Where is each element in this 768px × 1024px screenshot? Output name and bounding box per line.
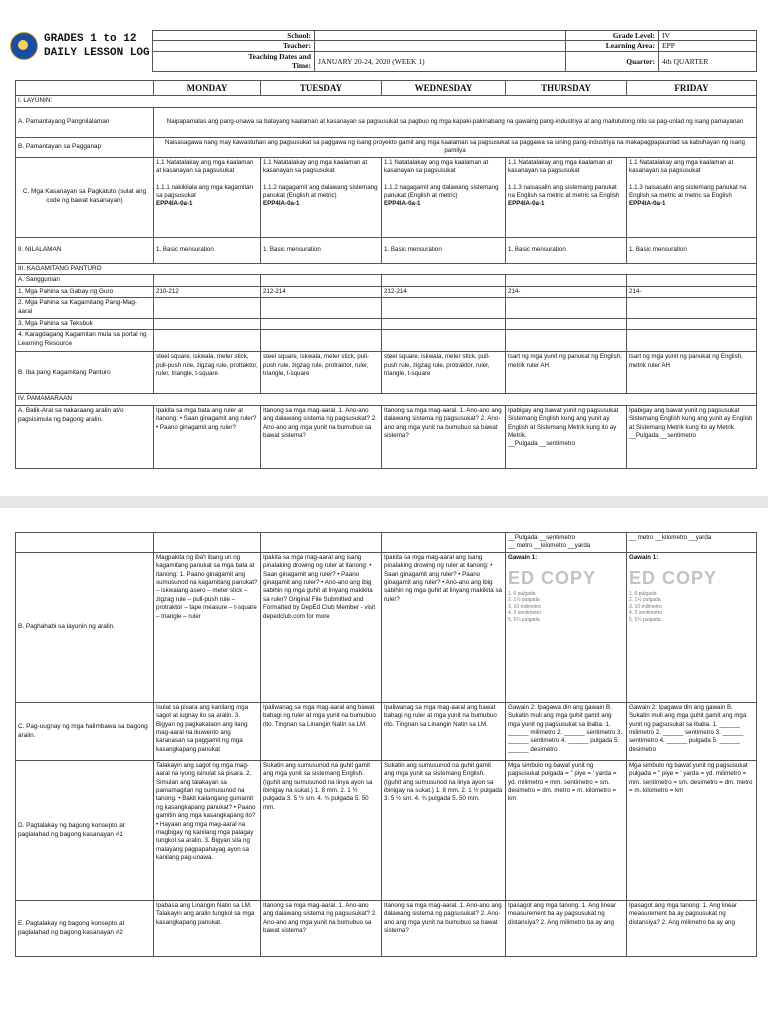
guro-wednesday: 212-214 — [382, 286, 506, 298]
kasanayan-monday: 1.1 Natatalakay ang mga kaalaman at kasanayan sa pagsusukat 1.1.1 nakikilala ang mga kagamitan sa pagsusukat EPP4IA-0a-1 — [154, 157, 261, 237]
nilalaman-tuesday: 1. Basic mensuration — [261, 237, 382, 263]
pag-uugnay-monday: Isulat sa pisara ang kanilang mga sagot at iugnay ito sa aralin. 3. Bigyan ng pagkakataon ang ilang mag-aaral na ikuwento ang karanasan sa paggamit ng mga kasangkapang panukat — [154, 703, 261, 761]
label-pamantayang-pangnilalaman: A. Pamantayang Pangnilalaman — [16, 107, 154, 137]
balik-monday: Ipakita sa mga bata ang ruler at itanong: • Saan ginagamit ang ruler? • Paano ginagamit ang ruler? — [154, 405, 261, 468]
teacher-label: Teacher: — [153, 41, 315, 51]
balik-tuesday: Itanong sa mga mag-aaral. 1. Ano-ano ang dalawang sistema ng pagsusukat? 2. Ano-ano ang mga yunit na bumubuo sa bawat sistema? — [261, 405, 382, 468]
learning-area-value: EPP — [659, 41, 757, 51]
gawain-1-thursday: Gawain 1: ED COPY 1. 6 pulgada 2. 1½ pulgada 3. 10 milimetro 4. 3 sentimetro 5. 5¼ pulgada — [506, 553, 627, 703]
kasanayan-thursday: 1.1 Natatalakay ang mga kaalaman at kasanayan sa pagsusukat 1.1.3 naisasalin ang sistemang panukat na English sa metric at metric sa English EPP4IA-0a-1 — [506, 157, 627, 237]
pagtalakay-2-thursday: Ipasagot ang mga tanong: 1. Ang linear measurement ba ay pagsusukat ng distansiya? 2. Ang milimetro ba ay ang — [506, 901, 627, 957]
guro-tuesday: 212-214 — [261, 286, 382, 298]
iba-friday: tsart ng mga yunit ng panukat ng English, metrik ruler AH — [627, 352, 757, 394]
section-pamamaraan: IV. PAMAMARAAN — [16, 394, 757, 406]
paghahabi-tuesday: Ipakita sa mga mag-aaral ang isang pinalaking drowing ng ruler at itanong: • Saan ginagamit ang ruler? • Paano ginagamit ang ruler? • Ano-ano ang ibig sabihin ng mga guhit at linyang makikita sa ruler? Original File Submitted and Formatted by DepEd Club Member - visit depedclub.com for more — [261, 553, 382, 703]
nilalaman-wednesday: 1. Basic mensuration — [382, 237, 506, 263]
label-pag-uugnay: C. Pag-uugnay ng mga halimbawa sa bagong aralin. — [16, 703, 154, 761]
deped-seal-icon — [10, 32, 38, 60]
learning-area-label: Learning Area: — [566, 41, 659, 51]
top-friday: __ metro __kilometro __yarda — [627, 533, 757, 553]
day-wednesday: WEDNESDAY — [382, 81, 506, 96]
grade-level-value: IV — [659, 31, 757, 41]
balik-friday: Ipabigay ang bawat yunit ng pagsusukat Sistemang English kung ang yunit ay English at Sistemang Metrik kung ito ay Metrik. __Pulgada __sentimetro — [627, 405, 757, 468]
gawain-items-friday: 1. 6 pulgada 2. 1½ pulgada 3. 10 milimetro 4. 3 sentimetro 5. 5¼ pulgada — [629, 590, 663, 623]
paghahabi-monday: Magpakita ng iba't ibang uri ng kagamitang panukat sa mga bata at itanong: 1. Paano ginagamit ang sumusunod na kagamitang panukat? – iskwalang asero – meter stick – zigzag rule – pull-push rule – protraktor – tape measure – t-square – triangle – ruler — [154, 553, 261, 703]
day-monday: MONDAY — [154, 81, 261, 96]
watermark-stamp: ED COPY — [508, 568, 597, 589]
label-kasanayan: C. Mga Kasanayan sa Pagkatuto (sulat ang code ng bawat kasanayan) — [16, 157, 154, 237]
dates-value: JANUARY 20-24, 2020 (WEEK 1) — [315, 51, 566, 71]
kasanayan-friday: 1.1 Natatalakay ang mga kaalaman at kasanayan sa pagsusukat 1.1.3 naisasalin ang sistemang panukat na English sa metric at metric sa English EPP4IA-0a-1 — [627, 157, 757, 237]
quarter-label: Quarter: — [566, 51, 659, 71]
day-thursday: THURSDAY — [506, 81, 627, 96]
guro-monday: 210-212 — [154, 286, 261, 298]
top-thursday: __Pulgada __sentimetro __ metro __kilometro __yarda — [506, 533, 627, 553]
header-info-table — [152, 30, 757, 72]
section-kagamitang-panturo: III. KAGAMITANG PANTURO — [16, 263, 757, 275]
lesson-table-2 — [15, 532, 757, 957]
quarter-value: 4th QUARTER — [659, 51, 757, 71]
label-nilalaman: II. NILALAMAN — [16, 237, 154, 263]
title-daily-lesson-log: DAILY LESSON LOG — [44, 47, 150, 59]
label-pagtalakay-2: E. Pagtalakay ng bagong konsepto at paglalahad ng bagong kasanayan #2 — [16, 901, 154, 957]
pag-uugnay-tuesday: Ipaliwanag sa mga mag-aaral ang bawat bahagi ng ruler at mga yunit na bumubuo rito. Tingnan sa Linangin Natin sa LM. — [261, 703, 382, 761]
label-pagtalakay-1: D. Pagtalakay ng bagong konsepto at paglalahad ng bagong kasanayan #1 — [16, 761, 154, 901]
iba-tuesday: steel square, iskwala, meter stick, pull-push rule, zigzag rule, protraktor, ruler, triangle, t-square — [261, 352, 382, 394]
kasanayan-wednesday: 1.1 Natatalakay ang mga kaalaman at kasanayan sa pagsusukat 1.1.2 nagagamit ang dalawang sistemang panukat (English at metric) EPP4IA-0a-1 — [382, 157, 506, 237]
label-pamantayan-pagganap: B. Pamantayan sa Pagganap — [16, 137, 154, 157]
day-friday: FRIDAY — [627, 81, 757, 96]
pagtalakay-1-monday: Talakayin ang sagot ng mga mag-aaral na iyong isinulat sa pisara. 2. Simulan ang talakayan sa pamamagitan ng sumusunod na tanong. • Bakit kailangang gumamit ng kasangkapang panukat? • Paano gamitin ang mga kasangkapang ito? • Hayaan ang mga mag-aaral na magbigay ng kanilang mga palagay tungkol sa aralin. 3. Bigyan sila ng malayang pagpapahayag ayon sa kanilang pag-unawa. — [154, 761, 261, 901]
balik-thursday: Ipabigay ang bawat yunit ng pagsusukat Sistemang English kung ang yunit ay English at Sistemang Metrik kung ito ay Metrik. __Pulgada __sentimetro — [506, 405, 627, 468]
pag-uugnay-wednesday: Ipaliwanag sa mga mag-aaral ang bawat bahagi ng ruler at mga yunit na bumubuo rito. Tingnan sa Linangin Natin sa LM. — [382, 703, 506, 761]
pagtalakay-1-thursday: Mga simbulo ng bawat yunit ng pagsusukat pulgada = " piye = ' yarda = yd. milimetro = mm. sentimetro = sm. desimetro = dm. metro = m. kilometro = km — [506, 761, 627, 901]
label-sanggunian: A. Sanggunian — [16, 275, 154, 287]
day-tuesday: TUESDAY — [261, 81, 382, 96]
guro-friday: 214- — [627, 286, 757, 298]
nilalaman-thursday: 1. Basic mensuration — [506, 237, 627, 263]
school-label: School: — [153, 31, 315, 41]
iba-thursday: tsart ng mga yunit ng panukat ng English, metrik ruler AH — [506, 352, 627, 394]
dates-label: Teaching Dates and Time: — [153, 51, 315, 71]
gawain-2-friday: Gawain 2: Ipagawa din ang gawain B. Sukatin muli ang mga guhit gamit ang mga yunit ng pagsusukat sa ibaba. 1. ______ milimetro 2. ______ sentimetro 3. ______ sentimetro 4. ______ pulgada 5. ______ desimetro — [627, 703, 757, 761]
pagtalakay-2-tuesday: Itanong sa mga mag-aaral. 1. Ano-ano ang dalawang sistema ng pagsusukat? 2. Ano-ano ang mga yunit na bumubuo sa bawat sistema? — [261, 901, 382, 957]
lesson-table-1 — [15, 80, 757, 469]
pagtalakay-2-monday: Ipabasa ang Linangin Natin sa LM. Talakayin ang aralin tungkol sa mga kasangkapang panukat. — [154, 901, 261, 957]
title-grades: GRADES 1 to 12 — [44, 33, 137, 45]
label-kagamitang-pang-mag-aaral: 2. Mga Pahina sa Kagamitang Pang-Mag-aaral — [16, 298, 154, 318]
school-value — [315, 31, 566, 41]
gawain-2-thursday: Gawain 2: Ipagawa din ang gawain B. Sukatin muli ang mga guhit gamit ang mga yunit ng pagsusukat sa ibaba. 1. ______ milimetro 2. ______ sentimetro 3. ______ sentimetro 4. ______ pulgada 5. ______ desimetro — [506, 703, 627, 761]
nilalaman-monday: 1. Basic mensuration — [154, 237, 261, 263]
grade-level-label: Grade Level: — [566, 31, 659, 41]
pagtalakay-2-wednesday: Itanong sa mga mag-aaral. 1. Ano-ano ang dalawang sistema ng pagsusukat? 2. Ano-ano ang mga yunit na bumubuo sa bawat sistema? — [382, 901, 506, 957]
pagtalakay-2-friday: Ipasagot ang mga tanong: 1. Ang linear measurement ba ay pagsusukat ng distansiya? 2. Ang milimetro ba ay ang — [627, 901, 757, 957]
label-gabay-guro: 1. Mga Pahina sa Gabay ng Guro — [16, 286, 154, 298]
balik-wednesday: Itanong sa mga mag-aaral. 1. Ano-ano ang dalawang sistema ng pagsusukat? 2. Ano-ano ang mga yunit na bumubuo sa bawat sistema? — [382, 405, 506, 468]
label-teksbuk: 3. Mga Pahina sa Teksbuk — [16, 318, 154, 330]
iba-wednesday: steel square, iskwala, meter stick, pull-push rule, zigzag rule, protraktor, ruler, triangle, t-square — [382, 352, 506, 394]
label-balik-aral: A. Balik-Aral sa nakaraang aralin at/o pagsisimula ng bagong aralin. — [16, 405, 154, 468]
page-2 — [0, 508, 768, 1024]
pagtalakay-1-tuesday: Sukatin ang sumusunod na guhit gamit ang mga yunit sa sistemang English. (Iguhit ang sumusunod na linya ayon sa ibinigay na sukat.) 1. 8 mm. 2. 1 ½ pulgada 3. 5 ½ sm. 4. ¾ pulgada 5. 50 mm. — [261, 761, 382, 901]
watermark-stamp: ED COPY — [629, 568, 718, 589]
text-pamantayang-pangnilalaman: Naipapamalas ang pang-unawa sa batayang kaalaman at kasanayan sa pagsusukat sa pagbuo ng mga kapaki-pakinabang na gawaing pang-industriya at ang maitutulong nito sa pag-unlad ng isang pamayanan — [154, 107, 757, 137]
page-1 — [0, 0, 768, 496]
text-pamantayan-pagganap: Naisasagawa nang may kawastuhan ang pagsusukat sa paggawa ng isang proyekto gamit ang mga kaalaman sa pagsusukat sa paggawa sa sining pang-industriya na makapagpapaunlad sa kabuhayan ng isang pamilya — [154, 137, 757, 157]
label-paghahabi: B. Paghahabi sa layunin ng aralin. — [16, 553, 154, 703]
iba-monday: steel square, iskwala, meter stick, pull-push rule, zigzag rule, protraktor, ruler, triangle, t-square — [154, 352, 261, 394]
days-header-row — [16, 81, 757, 96]
pagtalakay-1-friday: Mga simbulo ng bawat yunit ng pagsusukat pulgada = " piye = ' yarda = yd. milimetro = mm. sentimetro = sm. desimetro = dm. metro = m. kilometro = km — [627, 761, 757, 901]
label-karagdagang-kagamitan: 4. Karagdagang Kagamitan mula sa portal ng Learning Resource — [16, 330, 154, 352]
paghahabi-wednesday: Ipakita sa mga mag-aaral ang isang pinalaking drowing ng ruler at itanong: • Saan ginagamit ang ruler? • Paano ginagamit ang ruler? • Ano-ano ang ibig sabihin ng mga guhit at linyang makikita sa ruler? — [382, 553, 506, 703]
gawain-items-thursday: 1. 6 pulgada 2. 1½ pulgada 3. 10 milimetro 4. 3 sentimetro 5. 5¼ pulgada — [508, 590, 542, 623]
label-iba-pang-kagamitan: B. Iba pang Kagamitang Panturo — [16, 352, 154, 394]
pagtalakay-1-wednesday: Sukatin ang sumusunod na guhit gamit ang mga yunit sa sistemang English. (Iguhit ang sumusunod na linya ayon sa ibinigay na sukat.) 1. 8 mm. 2. 1 ½ pulgada 3. 5 ½ sm. 4. ¾ pulgada 5. 50 mm. — [382, 761, 506, 901]
teacher-value — [315, 41, 566, 51]
section-layunin: I. LAYUNIN: — [16, 96, 757, 108]
gawain-1-friday: Gawain 1: ED COPY 1. 6 pulgada 2. 1½ pulgada 3. 10 milimetro 4. 3 sentimetro 5. 5¼ pulgada — [627, 553, 757, 703]
guro-thursday: 214- — [506, 286, 627, 298]
kasanayan-tuesday: 1.1 Natatalakay ang mga kaalaman at kasanayan sa pagsusukat 1.1.2 nagagamit ang dalawang sistemang panukat (English at metric) EPP4IA-0a-1 — [261, 157, 382, 237]
nilalaman-friday: 1. Basic mensuration — [627, 237, 757, 263]
